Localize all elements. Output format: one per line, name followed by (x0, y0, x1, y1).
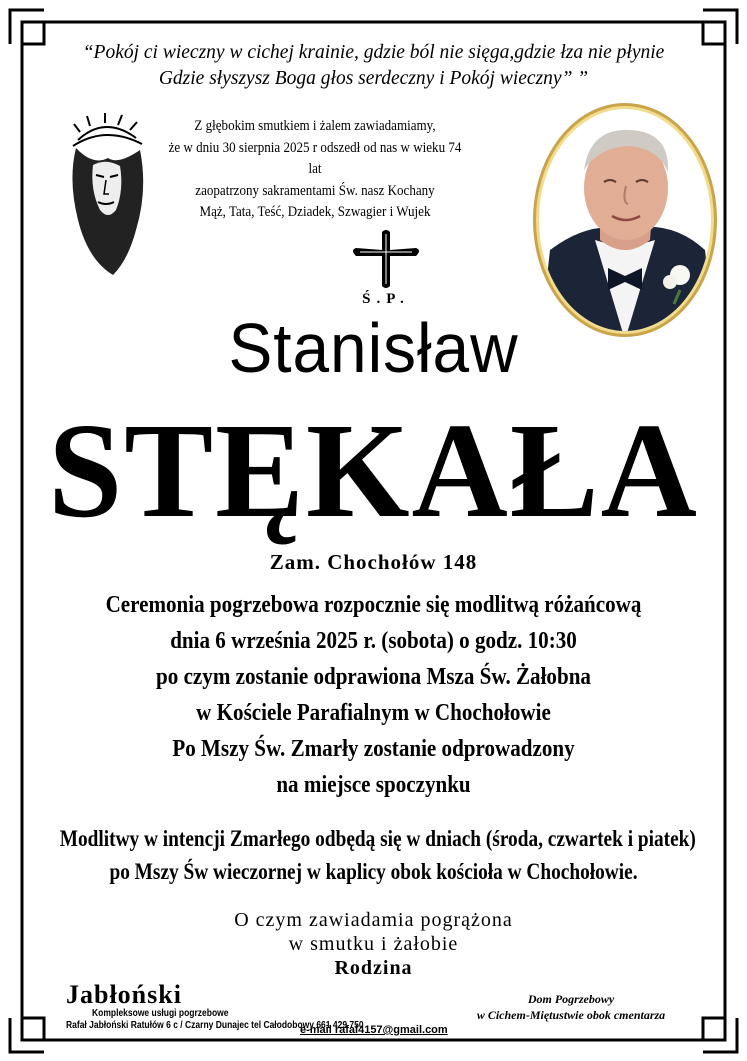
prayer-schedule (59, 822, 696, 888)
prayers-line-2: po Mszy Św wieczornej w kaplicy obok kościoła w Chochołowie. (109, 859, 638, 884)
notice-line-2: że w dniu 30 sierpnia 2025 r odszedł od nas w wieku 74 lat (168, 139, 462, 177)
residence-address: Zam. Chochołów 148 (269, 550, 478, 574)
house-line-1: Dom Pogrzebowy (527, 992, 615, 1006)
ceremony-line-1: Ceremonia pogrzebowa rozpocznie się modlitwą różańcową (105, 591, 642, 618)
quote-line-2: Gdzie słyszysz Boga głos serdeczny i Pokój wieczny” ” (158, 68, 589, 89)
funeral-home-email[interactable]: e-mail rafal4157@gmail.com (300, 1024, 448, 1036)
ceremony-line-2: dnia 6 września 2025 r. (sobota) o godz. 10:30 (170, 627, 577, 654)
house-line-2: w Cichem-Miętustwie obok cmentarza (476, 1008, 666, 1022)
ceremony-line-4: w Kościele Parafialnym w Chochołowie (196, 699, 551, 726)
funeral-home-tagline: Kompleksowe usługi pogrzebowe (92, 1008, 229, 1019)
family-line-3: Rodzina (334, 957, 413, 979)
jesus-crown-of-thorns-image (58, 110, 153, 280)
funeral-house-info (466, 991, 676, 1023)
family-line-2: w smutku i żałobie (288, 933, 459, 955)
death-notice-text (167, 116, 464, 224)
funeral-home-logo: Jabłoński (66, 980, 182, 1009)
first-name: Stanisław (228, 309, 519, 387)
prayers-line-1: Modlitwy w intencji Zmarłego odbędą się w dniach (środa, czwartek i piatek) (59, 826, 696, 851)
ceremony-details (52, 587, 694, 803)
poem-quote (40, 40, 707, 92)
funeral-home-address: Rafał Jabłoński Ratułów 6 c / Czarny Dunajec tel Całodobowy 661 429 750 (66, 1020, 364, 1031)
notice-line-1: Z głębokim smutkiem i żalem zawiadamiamy, (194, 118, 436, 134)
family-line-1: O czym zawiadamia pogrążona (234, 909, 513, 931)
family-signature (0, 908, 747, 980)
cross-icon (346, 228, 426, 290)
cross-emblem (346, 228, 426, 308)
sp-label: Ś.P. (362, 291, 410, 307)
ceremony-line-3: po czym zostanie odprawiona Msza Św. Żałobna (156, 663, 591, 690)
quote-line-1: “Pokój ci wieczny w cichej krainie, gdzie ból nie sięga,gdzie łza nie płynie (82, 42, 665, 63)
ceremony-line-5: Po Mszy Św. Zmarły zostanie odprowadzony (172, 735, 575, 762)
ceremony-line-6: na miejsce spoczynku (276, 771, 471, 798)
surname: STĘKAŁA (48, 396, 699, 546)
deceased-portrait (530, 100, 720, 340)
notice-line-3: zaopatrzony sakramentami Św. nasz Kochany (195, 182, 435, 199)
notice-line-4: Mąż, Tata, Teść, Dziadek, Szwagier i Wujek (199, 204, 431, 220)
